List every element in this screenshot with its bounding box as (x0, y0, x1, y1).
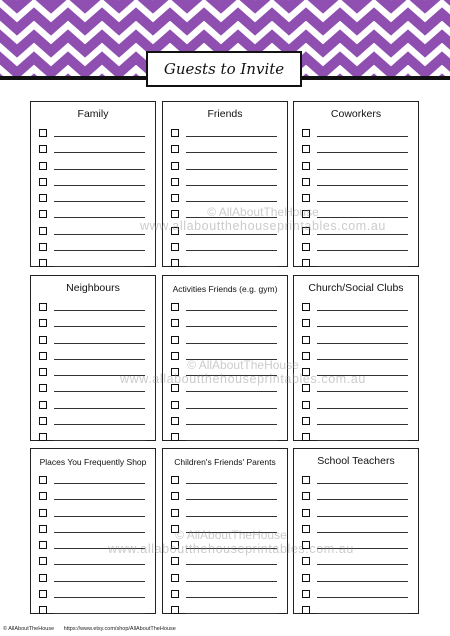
checkbox[interactable] (171, 492, 179, 500)
write-in-line[interactable] (317, 564, 408, 565)
write-in-line[interactable] (317, 532, 408, 533)
checkbox[interactable] (39, 384, 47, 392)
guest-list (39, 127, 149, 274)
guest-entry-row (302, 176, 412, 192)
checkbox[interactable] (302, 319, 310, 327)
write-in-line[interactable] (317, 266, 408, 267)
guest-entry-row (39, 604, 149, 620)
checkbox[interactable] (302, 541, 310, 549)
guest-entry-row (302, 192, 412, 208)
write-in-line[interactable] (54, 516, 145, 517)
checkbox[interactable] (302, 417, 310, 425)
write-in-line[interactable] (186, 343, 277, 344)
guest-entry-row (171, 317, 281, 333)
checkbox[interactable] (39, 319, 47, 327)
write-in-line[interactable] (317, 343, 408, 344)
write-in-line[interactable] (317, 483, 408, 484)
watermark-copyright: © AllAboutTheHouse (207, 205, 319, 219)
checkbox[interactable] (171, 243, 179, 251)
write-in-line[interactable] (186, 613, 277, 614)
write-in-line[interactable] (317, 499, 408, 500)
write-in-line[interactable] (54, 391, 145, 392)
write-in-line[interactable] (317, 516, 408, 517)
guest-list (302, 301, 412, 448)
guest-entry-row (171, 523, 281, 539)
guest-entry-row (39, 474, 149, 490)
guest-entry-row (302, 415, 412, 431)
checkbox[interactable] (171, 401, 179, 409)
write-in-line[interactable] (186, 548, 277, 549)
guest-entry-row (302, 301, 412, 317)
write-in-line[interactable] (317, 250, 408, 251)
guest-entry-row (302, 474, 412, 490)
write-in-line[interactable] (54, 532, 145, 533)
guest-category-card (293, 275, 419, 441)
checkbox[interactable] (39, 525, 47, 533)
card-title: Places You Frequently Shop (39, 457, 147, 467)
checkbox[interactable] (302, 227, 310, 235)
checkbox[interactable] (302, 243, 310, 251)
write-in-line[interactable] (317, 581, 408, 582)
guest-entry-row (171, 334, 281, 350)
checkbox[interactable] (171, 557, 179, 565)
card-title: Children's Friends' Parents (174, 457, 276, 467)
write-in-line[interactable] (317, 136, 408, 137)
guest-entry-row (171, 192, 281, 208)
guest-entry-row (302, 334, 412, 350)
guest-entry-row (302, 399, 412, 415)
checkbox[interactable] (302, 557, 310, 565)
title-banner (146, 51, 302, 87)
card-title: Activities Friends (e.g. gym) (172, 284, 278, 294)
write-in-line[interactable] (54, 499, 145, 500)
checkbox[interactable] (171, 541, 179, 549)
guest-entry-row (302, 572, 412, 588)
write-in-line[interactable] (54, 581, 145, 582)
checkbox[interactable] (302, 401, 310, 409)
guest-entry-row (171, 176, 281, 192)
guest-list (171, 474, 281, 621)
checkbox[interactable] (302, 145, 310, 153)
watermark-url: www.allaboutthehouseprintables.com.au (120, 372, 366, 386)
checkbox[interactable] (302, 259, 310, 267)
checkbox[interactable] (302, 476, 310, 484)
checkbox[interactable] (171, 384, 179, 392)
checkbox[interactable] (302, 178, 310, 186)
guest-category-card (162, 448, 288, 614)
write-in-line[interactable] (317, 201, 408, 202)
write-in-line[interactable] (317, 408, 408, 409)
checkbox[interactable] (171, 417, 179, 425)
guest-entry-row (302, 160, 412, 176)
write-in-line[interactable] (186, 391, 277, 392)
write-in-line[interactable] (54, 234, 145, 235)
write-in-line[interactable] (54, 201, 145, 202)
write-in-line[interactable] (54, 375, 145, 376)
guest-entry-row (302, 604, 412, 620)
guest-entry-row (39, 490, 149, 506)
checkbox[interactable] (302, 368, 310, 376)
checkbox[interactable] (302, 525, 310, 533)
guest-entry-row (302, 523, 412, 539)
write-in-line[interactable] (186, 597, 277, 598)
card-title: Friends (207, 108, 243, 120)
guest-entry-row (171, 160, 281, 176)
checkbox[interactable] (39, 401, 47, 409)
checkbox[interactable] (302, 384, 310, 392)
footer-url: https://www.etsy.com/shop/AllAboutTheHouse (63, 626, 176, 632)
checkbox[interactable] (302, 303, 310, 311)
card-title: Coworkers (330, 108, 382, 120)
checkbox[interactable] (171, 259, 179, 267)
write-in-line[interactable] (54, 548, 145, 549)
checkbox[interactable] (171, 129, 179, 137)
checkbox[interactable] (302, 433, 310, 441)
write-in-line[interactable] (186, 532, 277, 533)
guest-entry-row (302, 241, 412, 257)
checkbox[interactable] (171, 336, 179, 344)
write-in-line[interactable] (186, 266, 277, 267)
checkbox[interactable] (171, 162, 179, 170)
checkbox[interactable] (171, 509, 179, 517)
write-in-line[interactable] (186, 310, 277, 311)
write-in-line[interactable] (54, 597, 145, 598)
write-in-line[interactable] (317, 613, 408, 614)
guest-entry-row (302, 127, 412, 143)
guest-entry-row (39, 507, 149, 523)
write-in-line[interactable] (54, 483, 145, 484)
checkbox[interactable] (39, 509, 47, 517)
guest-entry-row (39, 257, 149, 273)
guest-entry-row (39, 317, 149, 333)
guest-entry-row (39, 176, 149, 192)
checkbox[interactable] (302, 336, 310, 344)
write-in-line[interactable] (54, 169, 145, 170)
write-in-line[interactable] (54, 564, 145, 565)
guest-entry-row (171, 572, 281, 588)
guest-entry-row (39, 334, 149, 350)
guest-entry-row (302, 382, 412, 398)
watermark-copyright: © AllAboutTheHouse (187, 358, 299, 372)
guest-entry-row (171, 604, 281, 620)
guest-entry-row (302, 539, 412, 555)
write-in-line[interactable] (186, 234, 277, 235)
guest-entry-row (171, 366, 281, 382)
checkbox[interactable] (302, 352, 310, 360)
checkbox[interactable] (39, 417, 47, 425)
write-in-line[interactable] (186, 250, 277, 251)
guest-entry-row (39, 208, 149, 224)
write-in-line[interactable] (186, 516, 277, 517)
guest-entry-row (302, 555, 412, 571)
write-in-line[interactable] (186, 326, 277, 327)
checkbox[interactable] (171, 433, 179, 441)
guest-entry-row (302, 490, 412, 506)
checkbox[interactable] (302, 129, 310, 137)
guest-list (39, 474, 149, 621)
write-in-line[interactable] (54, 359, 145, 360)
write-in-line[interactable] (317, 375, 408, 376)
guest-entry-row (171, 127, 281, 143)
card-title: Family (77, 108, 109, 120)
write-in-line[interactable] (186, 483, 277, 484)
write-in-line[interactable] (317, 424, 408, 425)
guest-entry-row (171, 143, 281, 159)
write-in-line[interactable] (186, 217, 277, 218)
checkbox[interactable] (39, 352, 47, 360)
checkbox[interactable] (39, 178, 47, 186)
write-in-line[interactable] (186, 201, 277, 202)
checkbox[interactable] (171, 319, 179, 327)
checkbox[interactable] (302, 162, 310, 170)
write-in-line[interactable] (317, 169, 408, 170)
write-in-line[interactable] (54, 343, 145, 344)
checkbox[interactable] (39, 476, 47, 484)
write-in-line[interactable] (317, 217, 408, 218)
guest-entry-row (39, 588, 149, 604)
write-in-line[interactable] (54, 424, 145, 425)
checkbox[interactable] (171, 352, 179, 360)
checkbox[interactable] (302, 194, 310, 202)
guest-entry-row (302, 366, 412, 382)
page-title: Guests to Invite (163, 60, 285, 78)
write-in-line[interactable] (317, 152, 408, 153)
guest-entry-row (171, 474, 281, 490)
write-in-line[interactable] (317, 310, 408, 311)
guest-category-card (293, 101, 419, 267)
guest-entry-row (39, 225, 149, 241)
guest-entry-row (39, 241, 149, 257)
checkbox[interactable] (302, 590, 310, 598)
write-in-line[interactable] (54, 310, 145, 311)
guest-entry-row (302, 317, 412, 333)
footer-copyright: © AllAboutTheHouse (3, 626, 55, 632)
checkbox[interactable] (39, 590, 47, 598)
write-in-line[interactable] (317, 440, 408, 441)
checkbox[interactable] (171, 574, 179, 582)
guest-entry-row (171, 350, 281, 366)
checkbox[interactable] (171, 368, 179, 376)
checkbox[interactable] (39, 145, 47, 153)
checkbox[interactable] (171, 210, 179, 218)
guest-entry-row (39, 382, 149, 398)
guest-entry-row (171, 382, 281, 398)
guest-entry-row (171, 257, 281, 273)
watermark-url: www.allaboutthehouseprintables.com.au (140, 219, 386, 233)
write-in-line[interactable] (186, 375, 277, 376)
footer (3, 626, 184, 632)
write-in-line[interactable] (186, 564, 277, 565)
guest-entry-row (302, 143, 412, 159)
guest-entry-row (39, 555, 149, 571)
write-in-line[interactable] (54, 408, 145, 409)
guest-entry-row (39, 127, 149, 143)
write-in-line[interactable] (54, 250, 145, 251)
write-in-line[interactable] (54, 185, 145, 186)
checkbox[interactable] (171, 303, 179, 311)
write-in-line[interactable] (317, 326, 408, 327)
checkbox[interactable] (39, 433, 47, 441)
write-in-line[interactable] (186, 440, 277, 441)
checkbox[interactable] (171, 606, 179, 614)
checkbox[interactable] (39, 210, 47, 218)
guest-entry-row (171, 399, 281, 415)
guest-list (302, 474, 412, 621)
guest-entry-row (171, 431, 281, 447)
guest-entry-row (171, 588, 281, 604)
guest-entry-row (39, 431, 149, 447)
guest-list (39, 301, 149, 448)
guest-entry-row (39, 539, 149, 555)
checkbox[interactable] (39, 574, 47, 582)
checkbox[interactable] (171, 145, 179, 153)
write-in-line[interactable] (186, 185, 277, 186)
guest-category-card (30, 101, 156, 267)
guest-entry-row (39, 192, 149, 208)
write-in-line[interactable] (317, 359, 408, 360)
checkbox[interactable] (171, 590, 179, 598)
write-in-line[interactable] (54, 613, 145, 614)
checkbox[interactable] (39, 194, 47, 202)
checkbox[interactable] (171, 227, 179, 235)
write-in-line[interactable] (186, 359, 277, 360)
checkbox[interactable] (302, 210, 310, 218)
card-title: Neighbours (66, 282, 120, 294)
guest-entry-row (302, 225, 412, 241)
write-in-line[interactable] (186, 581, 277, 582)
checkbox[interactable] (39, 541, 47, 549)
guest-entry-row (302, 431, 412, 447)
checkbox[interactable] (302, 509, 310, 517)
write-in-line[interactable] (317, 391, 408, 392)
checkbox[interactable] (302, 606, 310, 614)
guest-category-card (162, 101, 288, 267)
write-in-line[interactable] (54, 326, 145, 327)
guest-list (302, 127, 412, 274)
write-in-line[interactable] (54, 152, 145, 153)
guest-entry-row (171, 301, 281, 317)
write-in-line[interactable] (54, 440, 145, 441)
guest-entry-row (302, 208, 412, 224)
guest-category-card (162, 275, 288, 441)
checkbox[interactable] (39, 606, 47, 614)
checkbox[interactable] (39, 129, 47, 137)
guest-entry-row (39, 160, 149, 176)
checkbox[interactable] (39, 227, 47, 235)
guest-category-card (30, 275, 156, 441)
write-in-line[interactable] (186, 408, 277, 409)
guest-category-card (293, 448, 419, 614)
guest-entry-row (39, 301, 149, 317)
guest-entry-row (171, 490, 281, 506)
write-in-line[interactable] (54, 217, 145, 218)
checkbox[interactable] (39, 492, 47, 500)
guest-entry-row (302, 588, 412, 604)
write-in-line[interactable] (317, 234, 408, 235)
checkbox[interactable] (39, 162, 47, 170)
watermark-url: www.allaboutthehouseprintables.com.au (108, 542, 354, 556)
guest-entry-row (302, 350, 412, 366)
checkbox[interactable] (39, 303, 47, 311)
write-in-line[interactable] (54, 136, 145, 137)
write-in-line[interactable] (186, 499, 277, 500)
guest-list (171, 301, 281, 448)
write-in-line[interactable] (317, 185, 408, 186)
write-in-line[interactable] (186, 424, 277, 425)
write-in-line[interactable] (186, 136, 277, 137)
guest-entry-row (39, 415, 149, 431)
checkbox[interactable] (39, 368, 47, 376)
guest-category-card (30, 448, 156, 614)
checkbox[interactable] (39, 336, 47, 344)
write-in-line[interactable] (186, 152, 277, 153)
guest-list (171, 127, 281, 274)
guest-entry-row (39, 399, 149, 415)
guest-entry-row (171, 241, 281, 257)
write-in-line[interactable] (317, 597, 408, 598)
guest-entry-row (302, 507, 412, 523)
guest-entry-row (39, 143, 149, 159)
guest-entry-row (171, 555, 281, 571)
checkbox[interactable] (39, 259, 47, 267)
write-in-line[interactable] (54, 266, 145, 267)
card-title: School Teachers (317, 455, 395, 467)
guest-entry-row (171, 208, 281, 224)
guest-entry-row (39, 350, 149, 366)
write-in-line[interactable] (317, 548, 408, 549)
guest-entry-row (302, 257, 412, 273)
guest-entry-row (171, 539, 281, 555)
checkbox[interactable] (171, 525, 179, 533)
guest-entry-row (171, 415, 281, 431)
checkbox[interactable] (302, 492, 310, 500)
guest-entry-row (39, 523, 149, 539)
checkbox[interactable] (39, 243, 47, 251)
checkbox[interactable] (171, 178, 179, 186)
write-in-line[interactable] (186, 169, 277, 170)
card-title: Church/Social Clubs (308, 282, 404, 294)
checkbox[interactable] (171, 194, 179, 202)
checkbox[interactable] (39, 557, 47, 565)
guest-entry-row (171, 225, 281, 241)
checkbox[interactable] (302, 574, 310, 582)
guest-entry-row (39, 572, 149, 588)
watermark-copyright: © AllAboutTheHouse (175, 528, 287, 542)
checkbox[interactable] (171, 476, 179, 484)
guest-entry-row (39, 366, 149, 382)
guest-entry-row (171, 507, 281, 523)
